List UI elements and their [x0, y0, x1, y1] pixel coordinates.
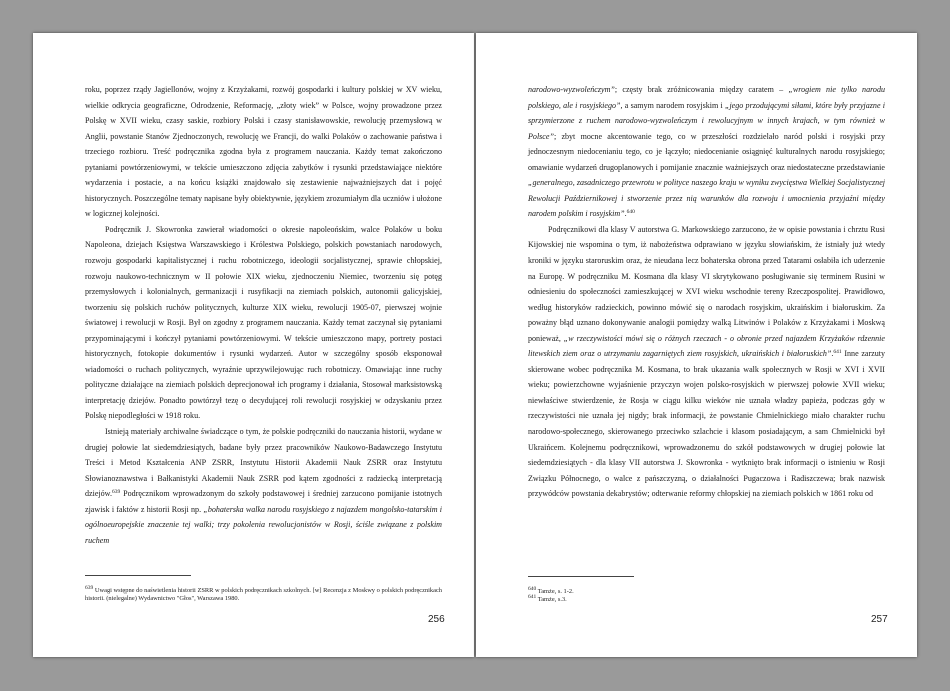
footnote-reference: 640 [528, 586, 537, 592]
text-run: roku, poprzez rządy Jagiellonów, wojny z Krzyżakami, rozwój gospodarki i kultury polskiej w XV wieku, wielkie odkrycia geograficzne, Odrodzenie, Reformację, „złoty wiek” w Polsce, wojny prowadzone przez Polskę w XVII wieku, czasy saskie, rozbiory Polski i czasy stanisławowskie, rewolucję przemysłową w Anglii, powstanie Stanów Zjednoczonych, rewolucję we Francji, do walki Polaków o zachowanie państwa i trzeciego rozbioru. Treść podręcznika zgodna była z programem nauczania. Każdy temat zakończono pytaniami powtórzeniowymi, w tekście umieszczono zdjęcia zabytków i rysunki przedstawiające niektóre wydarzenia i postacie, a na końcu książki znajdowało się zestawienie najważniejszych dat i pojęć historycznych. Poszczególne tematy napisane były obiektywnie, językiem zrozumiałym dla uczniów i ułożone w logicznej kolejności. [85, 85, 442, 219]
left_page.paragraphs-paragraph [85, 222, 442, 424]
text-run: Tamże, s. 1-2. [536, 588, 574, 595]
italic-quote: narodowo-wyzwoleńczym” [528, 85, 615, 94]
right-page-number: 257 [871, 614, 888, 625]
right_page.footnotes-paragraph [528, 596, 885, 604]
italic-quote: „jego przodującymi siłami, które były przyjazne i sprzymierzone z ruchem narodowo-wyzwoleńczym i rewolucyjnym w innych krajach, w tym również w Polsce” [528, 100, 886, 141]
left_page.paragraphs-paragraph [85, 424, 442, 548]
right_page.footnotes-paragraph [528, 588, 885, 596]
left-page-number: 256 [428, 614, 445, 625]
left-page-body-text [85, 82, 442, 548]
footnote-reference: 639 [85, 585, 94, 591]
left_page.paragraphs-paragraph [85, 82, 442, 222]
text-run: ; częsty brak zróżnicowania między caratem – [614, 85, 789, 94]
italic-quote: „w rzeczywistości mówi się o różnych rzeczach - o obronie przed najazdem Krzyżaków rdzennie litewskich ziem oraz o utrzymaniu zagarniętych ziem rosyjskich, ukraińskich i białoruskich” [528, 333, 885, 359]
italic-quote: „wrogiem nie tylko narodu polskiego, ale i rosyjskiego” [528, 85, 886, 110]
right-footnote-divider [528, 576, 634, 577]
text-run: Podręcznikowi dla klasy V autorstwa G. Markowskiego zarzucono, że w opisie powstania i chrztu Rusi Kijowskiej nie wspomina o tym, iż nabożeństwa odprawiano w języku słowiańskim, że istniały już wtedy kroniki w języku staroruskim oraz, że nieudana lecz bohaterska obrona przed Tatarami osłabiła ich uderzenie na Europę. W podręczniku M. Kosmana dla klasy VI skrytykowano posługiwanie się terminem Rusini w odniesieniu do społeczności zamieszkującej w XVI wieku wschodnie tereny Rzeczpospolitej. Prawidłowo, według historyków radzieckich, powinno mówić się o narodach rosyjskim, ukraińskim i białoruskim. Za poważny błąd uznano dokonywanie analogii pomiędzy walką Litwinów i Polaków z Krzyżakami i Moskwą ponieważ, [528, 224, 885, 343]
text-run: Podręcznikom wprowadzonym do szkoły podstawowej i średniej zarzucono pomijanie istotnych zjawisk i faktów z historii Rosji np. [85, 489, 442, 514]
left_page.footnotes-paragraph [85, 587, 442, 603]
text-run: . [624, 209, 627, 219]
italic-quote: „bohaterska walka narodu rosyjskiego z najazdem mongolsko-tatarskim i ogólnoeuropejskie znaczenie tej walki; trzy pokolenia rewolucjonistów w Rosji, ściśle związane z polskim ruchem [85, 504, 443, 545]
footnote-reference: 639 [111, 489, 121, 496]
text-run: ; zbyt mocne akcentowanie tego, co w przeszłości rozdzielało naród polski i rosyjski przy jednoczesnym niedocenianiu tego, co je łączyło; niedocenianie osiągnięć kulturalnych narodu rosyjskiego; omawianie wydarzeń drugoplanowych i pomijanie znacznie ważniejszych oraz niedostateczne przedstawianie [528, 131, 885, 172]
footnote-reference: 641 [528, 594, 537, 601]
left-page [33, 33, 474, 657]
footnote-reference: 641 [833, 349, 842, 356]
text-run: . [831, 349, 834, 359]
left-page-footnotes [85, 587, 442, 603]
text-run: , a samym narodem rosyjskim i [620, 100, 725, 110]
text-run: Inne zarzuty skierowane wobec podręcznika M. Kosmana, to brak ukazania walk społecznych w Rosji w XVI i XVII wieku; powierzchowne wyjaśnienie przyczyn wojen polsko-rosyjskich w pierwszej połowie XVII wieku; niewłaściwe stwierdzenie, że Rosja w ciągu kilku wieków nie uznała władzy papieża, podczas gdy w rzeczywistości nie uznała jej nigdy; brak informacji, że powstanie Chmielnickiego miało charakter ruchu narodowo-społecznego, skierowanego przeciwko szlachcie i klasom posiadającym, a sam Chmielnicki był Ukraińcem. Kolejnemu podręcznikowi, wprowadzonemu do szkół podstawowych w drugiej połowie lat siedemdziesiątych - dla klasy VII autorstwa J. Skowronka - wytknięto brak informacji o istnieniu w Rosji Związku Północnego, o walce z pańszczyzną, o działalności Pugaczowa i Radiszczewa; brak nazwisk przywódców powstania dekabrystów; odterwanie reformy chłopskiej na ziemiach polskich w 1861 roku od [528, 349, 886, 499]
right-page-footnotes [528, 588, 885, 604]
footnote-reference: 640 [626, 209, 635, 216]
italic-quote: „generalnego, zasadniczego przewrotu w polityce naszego kraju w wyniku zwycięstwa Wielkiej Socjalistycznej Rewolucji Październikowej i stworzenie przez nią warunków dla rozwoju i umocnienia przyjaźni między narodem polskim i rosyjskim” [528, 178, 885, 219]
right_page.paragraphs-paragraph [528, 82, 885, 222]
text-run: Tamże, s.3. [536, 596, 567, 604]
right-page [476, 33, 917, 657]
right-page-body-text [528, 82, 885, 502]
text-run: Podręcznik J. Skowronka zawierał wiadomości o okresie napoleońskim, walce Polaków u boku Napoleona, dziejach Księstwa Warszawskiego i Królestwa Polskiego, polskich powstaniach narodowych, rozwoju gospodarki kapitalistycznej i ruchu robotniczego, ideologii socjalistycznej, sprawie chłopskiej, rozwoju naukowo-technicznym w II połowie XIX wieku, zjednoczeniu Niemiec, tworzeniu się potęg przemysłowych i kolonialnych, germanizacji i rusyfikacji na ziemiach polskich, autonomii galicyjskiej, tworzeniu się polskich ruchów politycznych, kulturze XIX wieku, rewolucji 1905-07, pierwszej wojnie światowej i rewolucji w Rosji. Był on zgodny z programem nauczania. Każdy temat zaczynał się pytaniami przypominającymi i kończył pytaniami powtórzeniowymi. W tekście umieszczono mapy, portrety postaci historycznych, fotokopie dokumentów i rysunki wydarzeń. Autor w szczególny sposób eksponował wiadomości o ruchach politycznych, wyraźnie uprzywilejowując ruch robotniczy. Omawiając inne ruchy polityczne działające na ziemiach polskich deprecjonował ich programy i działania, Stosował marksistowską interpretację dziejów. Ponadto powtórzył tezę o decydującej roli rewolucji rosyjskiej w odzyskaniu przez Polskę niepodległości w 1918 roku. [85, 224, 442, 421]
text-run: Istnieją materiały archiwalne świadczące o tym, że polskie podręczniki do nauczania historii, wydane w drugiej połowie lat siedemdziesiątych, badane były przez pracowników Naukowo-Badawczego Instytutu Treści i Metod Kształcenia ANP ZSRR, Instytutu Historii Akademii Nauk ZSRR oraz Instytutu Słowianoznawstwa i Bałkanistyki Akademii Nauk ZSRR pod kątem zgodności z radziecką interpretacją dziejów. [85, 427, 442, 499]
text-run: Uwagi wstępne do naświetlenia historii ZSRR w polskich podręcznikach szkolnych. [w] Recenzja z Moskwy o polskich podręcznikach historii. (nielegalne) Wydawnictwo "Głos", Warszawa 1980. [85, 587, 442, 603]
left-footnote-divider [85, 575, 191, 576]
right_page.paragraphs-paragraph [528, 222, 885, 502]
